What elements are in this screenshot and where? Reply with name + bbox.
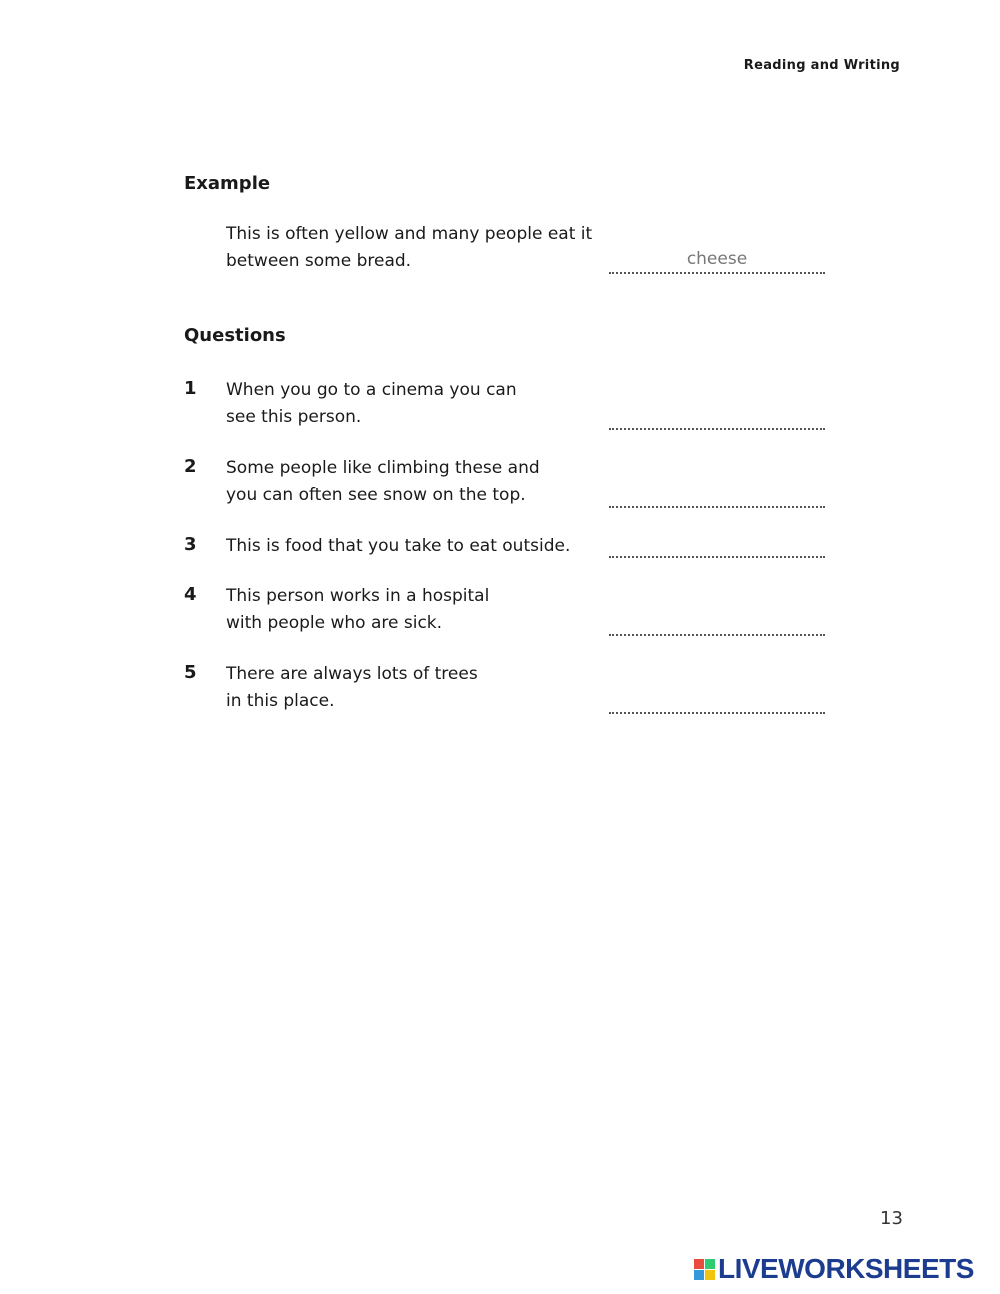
liveworksheets-logo[interactable] xyxy=(694,1254,974,1284)
logo-square xyxy=(705,1259,715,1269)
question-number: 2 xyxy=(184,456,197,477)
page-number: 13 xyxy=(880,1208,903,1229)
question-text xyxy=(226,377,606,431)
question-number: 4 xyxy=(184,584,197,605)
question-line-1: There are always lots of trees xyxy=(226,664,478,684)
question-line-1: This person works in a hospital xyxy=(226,586,490,606)
answer-field-3[interactable] xyxy=(609,530,825,558)
example-heading: Example xyxy=(184,173,271,194)
question-number: 5 xyxy=(184,662,197,683)
logo-square xyxy=(694,1259,704,1269)
answer-field-1[interactable] xyxy=(609,402,825,430)
example-line-2: between some bread. xyxy=(226,251,412,271)
question-number: 1 xyxy=(184,378,197,399)
question-line-2: in this place. xyxy=(226,691,335,711)
questions-heading: Questions xyxy=(184,325,286,346)
question-number: 3 xyxy=(184,534,197,555)
question-text xyxy=(226,455,606,509)
logo-square xyxy=(705,1270,715,1280)
question-line-2: see this person. xyxy=(226,407,362,427)
header-title: Reading and Writing xyxy=(743,58,900,73)
question-text xyxy=(226,583,606,637)
example-line-1: This is often yellow and many people eat it xyxy=(226,224,593,244)
question-line-2: with people who are sick. xyxy=(226,613,443,633)
example-text xyxy=(226,221,606,275)
logo-icon xyxy=(694,1259,715,1280)
answer-field-4[interactable] xyxy=(609,608,825,636)
question-line-1: Some people like climbing these and xyxy=(226,458,540,478)
question-line-1: This is food that you take to eat outside. xyxy=(226,536,571,556)
question-text xyxy=(226,661,606,715)
logo-square xyxy=(694,1270,704,1280)
question-line-2: you can often see snow on the top. xyxy=(226,485,526,505)
answer-field-2[interactable] xyxy=(609,480,825,508)
example-answer-field[interactable] xyxy=(609,246,825,274)
question-text xyxy=(226,533,606,560)
answer-field-5[interactable] xyxy=(609,686,825,714)
question-line-1: When you go to a cinema you can xyxy=(226,380,517,400)
brand-name: LIVEWORKSHEETS xyxy=(718,1253,974,1284)
